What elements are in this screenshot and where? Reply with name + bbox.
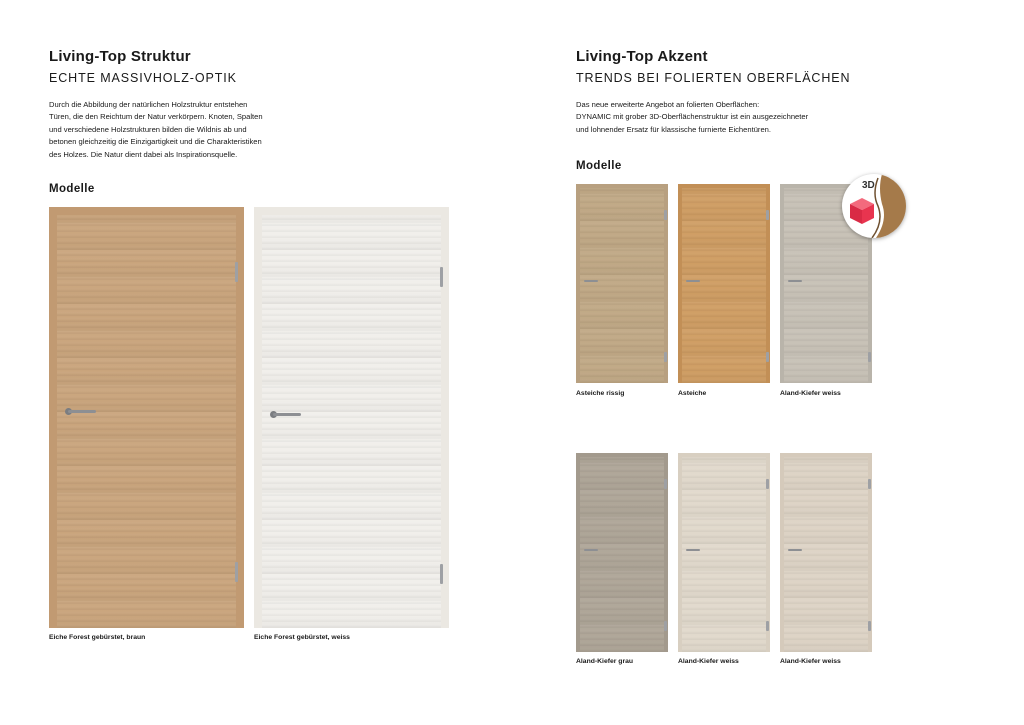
model-caption: Asteiche	[678, 390, 707, 397]
door-hinge	[766, 479, 769, 489]
door-hinge	[868, 621, 871, 631]
left-subtitle: ECHTE MASSIVHOLZ-OPTIK	[49, 71, 237, 85]
right-section-heading: Modelle	[576, 160, 622, 172]
model-caption: Asteiche rissig	[576, 390, 625, 397]
badge-label: 3D	[862, 180, 875, 191]
door-handle	[584, 280, 598, 282]
door-hinge	[664, 352, 667, 362]
door-leaf	[682, 188, 766, 383]
door-image	[49, 207, 244, 628]
door-handle	[584, 549, 598, 551]
door-leaf	[262, 215, 441, 628]
right-subtitle: TRENDS BEI FOLIERTEN OBERFLÄCHEN	[576, 71, 851, 85]
door-hinge	[440, 564, 443, 584]
door-hinge	[766, 210, 769, 220]
door-image	[576, 453, 668, 652]
door-hinge	[664, 210, 667, 220]
door-image	[678, 453, 770, 652]
model-caption: Aland-Kiefer weiss	[780, 390, 841, 397]
door-handle	[686, 280, 700, 282]
right-title: Living-Top Akzent	[576, 48, 708, 65]
model-caption: Aland-Kiefer weiss	[678, 658, 739, 665]
door-hinge	[766, 352, 769, 362]
door-leaf	[57, 215, 236, 628]
door-hinge	[664, 621, 667, 631]
3d-surface-badge	[842, 174, 906, 238]
model-caption: Aland-Kiefer grau	[576, 658, 634, 665]
left-section-heading: Modelle	[49, 183, 95, 195]
model-caption: Aland-Kiefer weiss	[780, 658, 841, 665]
door-image	[576, 184, 668, 383]
left-description-line: Durch die Abbildung der natürlichen Holzstruktur entstehen	[49, 100, 248, 109]
door-handle	[68, 410, 96, 413]
door-hinge	[664, 479, 667, 489]
left-description	[49, 99, 329, 161]
door-handle	[788, 280, 802, 282]
model-caption: Eiche Forest gebürstet, weiss	[254, 634, 350, 641]
model-caption: Eiche Forest gebürstet, braun	[49, 634, 146, 641]
door-handle	[273, 413, 301, 416]
left-description-line: betonen gleichzeitig die Einzigartigkeit und die Charakteristiken	[49, 137, 262, 147]
left-description-line: und verschiedene Holzstrukturen bilden die Wildnis ab und	[49, 124, 247, 134]
right-description-line: DYNAMIC mit grober 3D-Oberflächenstruktur ist ein ausgezeichneter	[576, 112, 809, 122]
left-description-line: des Holzes. Die Natur dient dabei als Inspirationsquelle.	[49, 149, 238, 159]
door-image	[678, 184, 770, 383]
door-leaf	[580, 457, 664, 652]
door-handle	[686, 549, 700, 551]
door-hinge	[868, 352, 871, 362]
door-handle	[788, 549, 802, 551]
right-description-line: und lohnender Ersatz für klassische furnierte Eichentüren.	[576, 124, 772, 134]
door-hinge	[868, 479, 871, 489]
right-description	[576, 99, 876, 136]
door-hinge	[440, 267, 443, 287]
door-leaf	[580, 188, 664, 383]
right-description-line: Das neue erweiterte Angebot an folierten Oberflächen:	[576, 100, 760, 109]
door-leaf	[784, 457, 868, 652]
left-description-line: Türen, die den Reichtum der Natur verkörpern. Knoten, Spalten	[49, 112, 263, 122]
door-hinge	[766, 621, 769, 631]
door-leaf	[682, 457, 766, 652]
door-image	[254, 207, 449, 628]
door-image	[780, 453, 872, 652]
door-hinge	[235, 262, 238, 282]
door-hinge	[235, 562, 238, 582]
left-title: Living-Top Struktur	[49, 48, 191, 65]
